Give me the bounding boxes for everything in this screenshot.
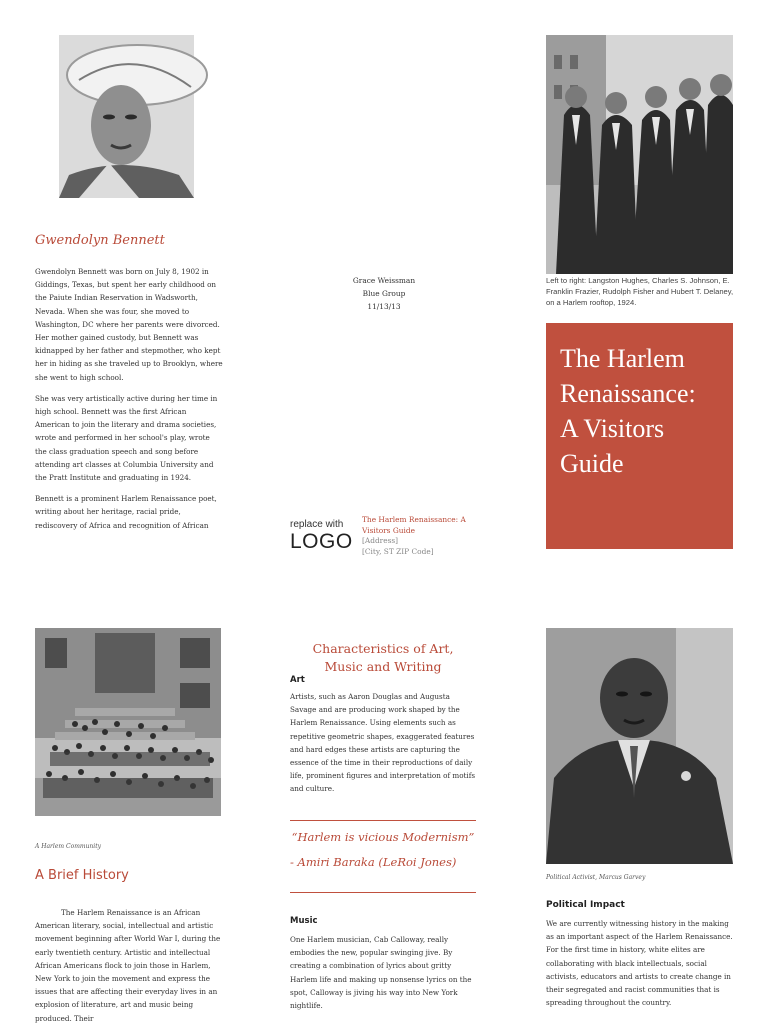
art-heading: Art (290, 675, 305, 685)
marcus-garvey-portrait (546, 628, 733, 864)
logo-big-text: LOGO (290, 530, 353, 553)
logo-placeholder (290, 519, 358, 553)
bennett-paragraph: She was very artistically active during her time in high school. Bennett was the first African American to join the literary and drama societies, wrote and performed in her school's play, wrote the class graduation speech and song before attending art classes at Columbia University and the Pratt Institute and graduating in 1924. (35, 393, 218, 483)
title-line: Renaissance: (560, 379, 696, 408)
author-date: 11/13/13 (367, 302, 401, 311)
quote-author: - Amiri Baraka (LeRoi Jones) (290, 855, 457, 869)
history-paragraph: The Harlem Renaissance is an African American literary, social, intellectual and artistic movement beginning after World War I, during the early twentieth century. Artistic and intellectual African Americans flock to join those in Harlem, New York to join the movement and express the issues that are affecting their everyday lives in an explosion of literature, art and music being produced. Their (35, 908, 221, 1023)
garvey-photo-caption: Political Activist, Marcus Garvey (546, 874, 646, 881)
org-address: [Address] (362, 536, 399, 545)
characteristics-heading (290, 640, 476, 676)
bennett-heading: Gwendolyn Bennett (35, 233, 165, 248)
art-paragraph: Artists, such as Aaron Douglas and Augusta Savage and are producing work shaped by the Harlem Renaissance. Using elements such as repetitive geometric shapes, exaggerated features and hard edges these artists are capturing the essence of the time in their reproductions of daily life, prominent figures and interpretation of motifs and culture. (290, 692, 476, 794)
title-panel (546, 323, 733, 549)
title-line: A Visitors (560, 414, 665, 443)
bennett-paragraph: Gwendolyn Bennett was born on July 8, 1902 in Giddings, Texas, but spent her early childhood on the Paiute Indian Reservation in Wadsworth, Nevada. When she was four, she moved to Washington, DC where her parents were divorced. Her mother gained custody, but Bennett was kidnapped by her father and stepmother, who kept her in hiding as she traveled up to Brooklyn, where she went to high school. (35, 267, 223, 382)
org-city: [City, ST ZIP Code] (362, 546, 434, 556)
langston-hughes-group-photo (546, 35, 733, 274)
history-heading: A Brief History (35, 868, 129, 883)
title-line: The Harlem (560, 344, 685, 373)
harlem-community-photo (35, 628, 221, 816)
bennett-portrait (59, 35, 194, 198)
title-line: Guide (560, 449, 624, 478)
quote-rule-top (290, 820, 476, 821)
bennett-bio (35, 265, 223, 530)
org-name: The Harlem Renaissance: A Visitors Guide (362, 515, 466, 535)
characteristics-heading-line: Characteristics of Art, (312, 641, 454, 656)
community-photo-caption: A Harlem Community (35, 843, 102, 850)
political-impact-heading: Political Impact (546, 900, 625, 910)
author-block (330, 274, 438, 313)
group-photo-caption: Left to right: Langston Hughes, Charles S. Johnson, E. Franklin Frazier, Rudolph Fisher and Hubert T. Delaney, on a Harlem rooftop, 1924. (546, 276, 734, 307)
quote-rule-bottom (290, 892, 476, 893)
logo-small-text: replace with (290, 519, 344, 530)
bennett-paragraph: Bennett is a prominent Harlem Renaissance poet, writing about her heritage, racial pride, rediscovery of Africa and recognition of African (35, 494, 217, 530)
music-paragraph: One Harlem musician, Cab Calloway, really embodies the new, popular swinging jive. By creating a combination of lyrics about gritty Harlem life and making up nonsense lyrics on the spot, Calloway is jiving his way into New York nightlife. (290, 935, 472, 1011)
political-impact-paragraph: We are currently witnessing history in the making as an important aspect of the Harlem Renaissance. For the first time in history, white elites are collaborating with black intellectuals, social activists, educators and artists to create change in their segregated and racist communities that is spreading throughout the country. (546, 919, 733, 1008)
author-group: Blue Group (362, 289, 406, 298)
org-address-block (362, 515, 480, 557)
author-name: Grace Weissman (352, 276, 416, 285)
music-heading: Music (290, 916, 318, 926)
characteristics-heading-line: Music and Writing (324, 659, 442, 674)
quote-text: “Harlem is vicious Modernism” (291, 830, 475, 844)
